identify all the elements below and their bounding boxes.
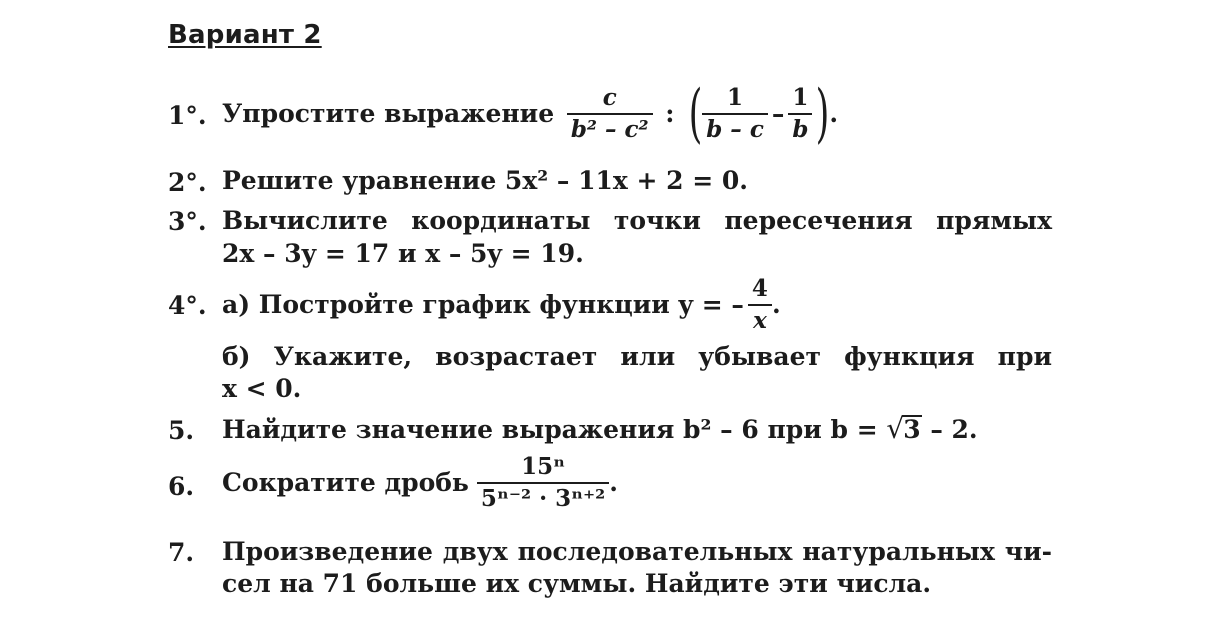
left-paren: (: [688, 77, 703, 151]
task-1-text: [222, 77, 839, 151]
task-1-fraction-3-denominator: b: [792, 116, 809, 143]
task-6-text: [222, 454, 618, 512]
task-1-end: .: [829, 99, 839, 128]
task-1-colon: :: [665, 99, 675, 128]
task-1-fraction-2: [702, 85, 768, 143]
task-6-label: Сократите дробь: [222, 468, 469, 497]
task-4-number: 4°.: [168, 291, 207, 320]
task-4a-label: а) Постройте график функции y = –: [222, 290, 744, 319]
task-4a-fraction: [748, 276, 772, 334]
task-2-number: 2°.: [168, 168, 207, 197]
task-3-line-2: 2x – 3y = 17 и x – 5y = 19.: [222, 239, 584, 268]
task-3-number: 3°.: [168, 207, 207, 236]
right-paren: ): [816, 77, 830, 151]
task-1-fraction-1-denominator: b² – c²: [570, 116, 649, 143]
task-1-fraction-3: [788, 85, 812, 143]
task-4a-fraction-denominator: x: [753, 307, 767, 334]
task-5-label: Найдите значение выражения b² – 6 при b =: [222, 415, 878, 444]
task-4a-end: .: [771, 290, 781, 319]
sqrt-icon: √: [886, 412, 905, 445]
task-1-number: 1°.: [168, 101, 207, 130]
task-6-fraction-denominator: 5ⁿ⁻² · 3ⁿ⁺²: [480, 485, 606, 512]
task-4b-line-1: б) Укажите, возрастает или убывает функция при: [222, 342, 1052, 371]
task-4a-fraction-numerator: 4: [748, 276, 772, 306]
task-7-number: 7.: [168, 538, 195, 567]
task-5-text: [222, 414, 978, 445]
task-4b-line-2: x < 0.: [222, 374, 302, 403]
task-6-end: .: [609, 468, 618, 497]
task-4a-text: [222, 276, 781, 334]
task-2-text: Решите уравнение 5x² – 11x + 2 = 0.: [222, 166, 748, 195]
task-1-fraction-2-denominator: b – c: [706, 116, 764, 143]
task-1-fraction-2-numerator: 1: [702, 85, 768, 115]
task-1-label: Упростите выражение: [222, 99, 555, 128]
task-7-line-2: сел на 71 больше их суммы. Найдите эти числа.: [222, 569, 932, 598]
task-1-fraction-1: [567, 85, 653, 143]
task-1-minus: –: [771, 99, 785, 128]
task-7-line-1: Произведение двух последовательных натуральных чи-: [222, 537, 1052, 566]
task-3-line-1: Вычислите координаты точки пересечения прямых: [222, 206, 1052, 235]
task-6-fraction-numerator: 15ⁿ: [477, 454, 609, 484]
variant-title: Вариант 2: [168, 20, 322, 50]
task-1-fraction-3-numerator: 1: [788, 85, 812, 115]
task-5-sqrt-argument: 3: [903, 415, 921, 444]
task-6-fraction: [477, 454, 609, 512]
task-5-tail: – 2.: [930, 415, 978, 444]
task-6-number: 6.: [168, 472, 195, 501]
task-5-number: 5.: [168, 416, 195, 445]
task-1-fraction-1-numerator: c: [567, 85, 653, 115]
